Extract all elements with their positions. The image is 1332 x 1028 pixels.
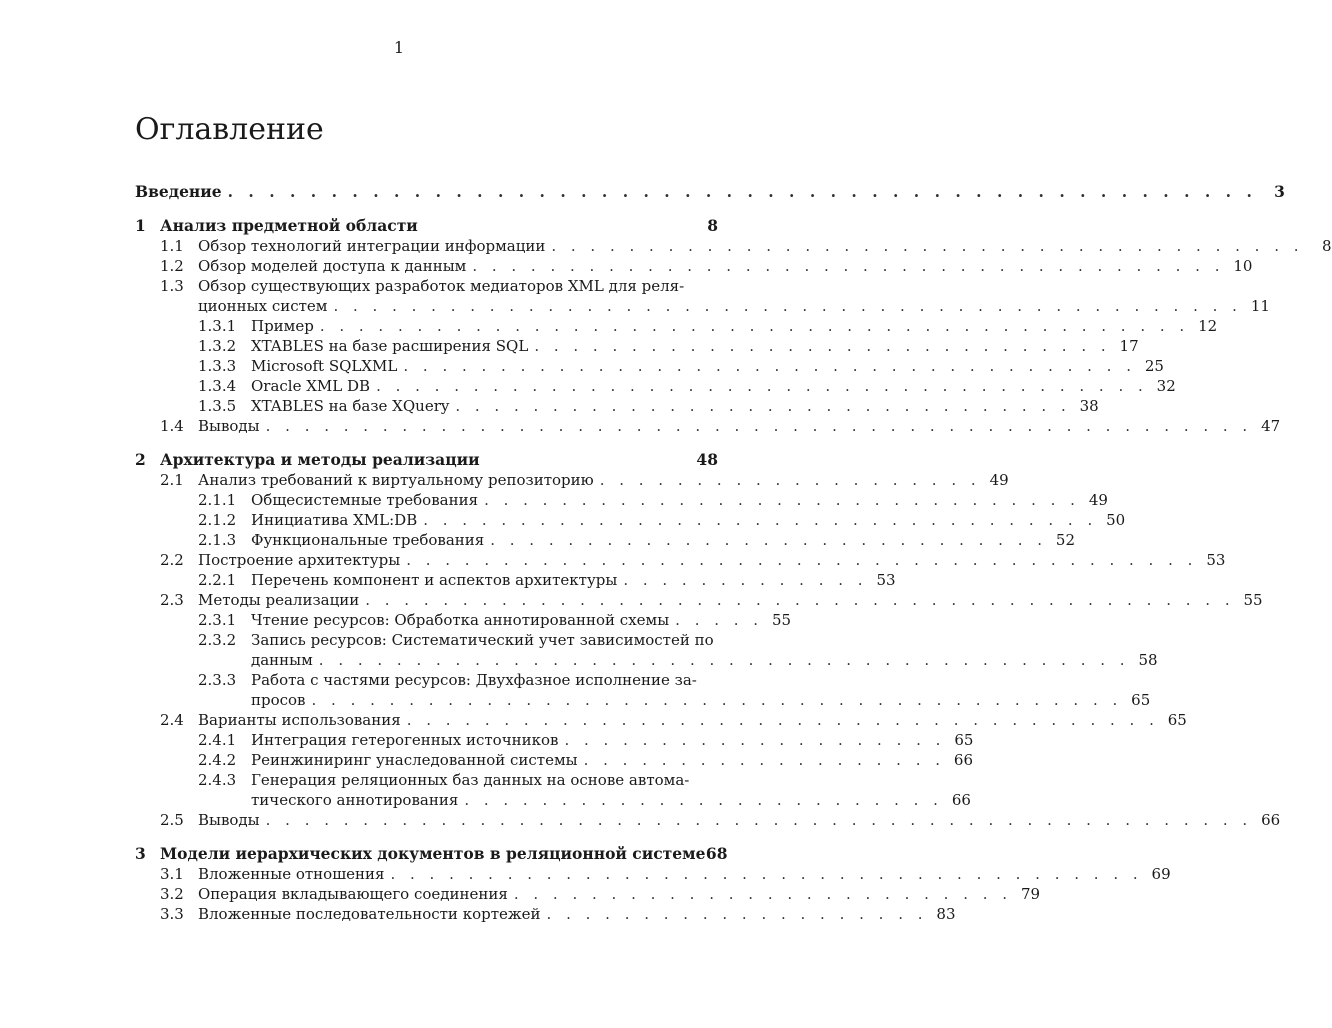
entry-title: Анализ предметной области — [160, 216, 418, 235]
toc-entry-1-4[interactable] — [135, 416, 1281, 436]
entry-title: Чтение ресурсов: Обработка аннотированной схемы — [251, 611, 670, 629]
entry-page: 65 — [954, 731, 974, 749]
entry-page: 55 — [1243, 591, 1263, 609]
toc-entry-chapter-3[interactable] — [135, 844, 728, 864]
toc-heading: Оглавление — [135, 112, 324, 147]
entry-title: Общесистемные требования — [251, 491, 479, 509]
entry-title: Операция вкладывающего соединения — [198, 885, 508, 903]
entry-title: Работа с частями ресурсов: Двухфазное исполнение за- — [251, 671, 697, 689]
leader-dots: . . . . . . . . . . . . . . . . . . . . . . . . . . . . . . . . . . . . . . . — [390, 865, 1143, 883]
entry-title: Выводы — [198, 417, 260, 435]
entry-number: 2.3.3 — [198, 671, 237, 689]
entry-number: 2.3.2 — [198, 631, 237, 649]
toc-entry-2-4-2[interactable] — [135, 750, 974, 770]
entry-title: Oracle XML DB — [251, 377, 371, 395]
entry-number: 2.2.1 — [198, 571, 237, 589]
toc-entry-2-4-1[interactable] — [135, 730, 974, 750]
entry-number: 2.4.3 — [198, 771, 237, 789]
toc-entry-1-3-1[interactable] — [135, 316, 1218, 336]
entry-number: 1.3.3 — [198, 357, 237, 375]
entry-title: Выводы — [198, 811, 260, 829]
entry-number: 2.1.2 — [198, 511, 237, 529]
toc-entry-2-1-3[interactable] — [135, 530, 1076, 550]
entry-title: Запись ресурсов: Систематический учет зависимостей по — [251, 631, 714, 649]
entry-page: 83 — [936, 905, 956, 923]
entry-number: 2.1.3 — [198, 531, 237, 549]
leader-dots: . . . . . . . . . . . . . . . . . . . . . . . . . . . . . . . . . . . . . . . — [551, 237, 1304, 255]
entry-title: Пример — [251, 317, 314, 335]
entry-page: 65 — [1167, 711, 1187, 729]
toc-entry-2-1[interactable] — [135, 470, 1009, 490]
toc-entry-chapter-2[interactable] — [135, 450, 718, 470]
toc-entry-2-5[interactable] — [135, 810, 1281, 830]
entry-page: 11 — [1250, 297, 1270, 315]
entry-page: 25 — [1144, 357, 1164, 375]
toc-entry-2-4-3[interactable] — [135, 770, 718, 790]
entry-title: Генерация реляционных баз данных на основе автома- — [251, 771, 690, 789]
leader-dots: . . . . . . . . . . . . . . . . . . . . . . . . . . . . . — [490, 531, 1048, 549]
leader-dots: . . . . . . . . . . . . . . . . . . . . — [546, 905, 928, 923]
entry-page: 52 — [1055, 531, 1076, 549]
entry-page: 8 — [707, 216, 718, 235]
entry-number: 2.4 — [160, 711, 184, 729]
toc-entry-chapter-1[interactable] — [135, 216, 718, 236]
entry-number: 2.2 — [160, 551, 184, 569]
entry-title: Microsoft SQLXML — [251, 357, 398, 375]
entry-page: 66 — [951, 791, 971, 809]
leader-dots: . . . . . . . . . . . . . . . . . . . . . . . . . . . . . . . . . . . . . . . . — [376, 377, 1148, 395]
entry-number: 1.3.1 — [198, 317, 237, 335]
entry-title: Варианты использования — [198, 711, 401, 729]
toc-entry-2-4[interactable] — [135, 710, 1187, 730]
leader-dots: . . . . . . . . . . . . . . . . . . . . . . . . . . . . . . . . — [455, 397, 1071, 415]
entry-page: 8 — [1321, 237, 1332, 255]
entry-number: 2.4.1 — [198, 731, 237, 749]
entry-number: 1.1 — [160, 237, 184, 255]
entry-title: Обзор моделей доступа к данным — [198, 257, 467, 275]
toc-entry-2-4-3-continued[interactable] — [135, 790, 971, 810]
entry-number: 3 — [135, 844, 146, 863]
entry-page: 17 — [1119, 337, 1139, 355]
entry-page: 79 — [1020, 885, 1041, 903]
entry-page: 49 — [989, 471, 1009, 489]
leader-dots: . . . . . . . . . . . . . . . . . . . . . . . . . . . . . . . . . . . . . . . — [472, 257, 1225, 275]
entry-page: 53 — [876, 571, 896, 589]
entry-page: 68 — [705, 844, 728, 863]
leader-dots: . . . . . . . . . . . . . . . . . . . . . . . . . . — [513, 885, 1013, 903]
entry-title: Вложенные отношения — [198, 865, 385, 883]
entry-number: 2.1 — [160, 471, 184, 489]
entry-page: 12 — [1198, 317, 1218, 335]
toc-entry-3-1[interactable] — [135, 864, 1171, 884]
entry-title: XTABLES на базе XQuery — [251, 397, 450, 415]
toc-entry-1-3-continued[interactable] — [135, 296, 1270, 316]
leader-dots: . . . . . . . . . . . . . . . . . . . . . . . . . . . . . . . . . . . . . . . . . . — [318, 651, 1130, 669]
entry-title: Функциональные требования — [251, 531, 485, 549]
entry-title: Вложенные последовательности кортежей — [198, 905, 541, 923]
leader-dots: . . . . . . . . . . . . . . . . . . . . . . . . . . . . . . . — [484, 491, 1080, 509]
entry-number: 3.3 — [160, 905, 184, 923]
entry-number: 1 — [135, 216, 146, 235]
entry-page: 10 — [1233, 257, 1253, 275]
entry-number: 2.3 — [160, 591, 184, 609]
toc-entry-intro[interactable] — [135, 182, 1285, 202]
toc-entry-1-3-4[interactable] — [135, 376, 1176, 396]
entry-number: 2.3.1 — [198, 611, 237, 629]
entry-page: 69 — [1151, 865, 1171, 883]
leader-dots: . . . . . . . . . . . . . . . . . . . . . . . . . . . . . . . . . . . . . . . — [406, 711, 1159, 729]
toc-entry-2-3-2-continued[interactable] — [135, 650, 1158, 670]
toc-entry-3-2[interactable] — [135, 884, 1041, 904]
entry-page: 66 — [953, 751, 974, 769]
entry-number: 1.3.2 — [198, 337, 237, 355]
leader-dots: . . . . . . . . . . . . . . . . . . . . . . . . . . . . . . — [534, 337, 1111, 355]
entry-title: Построение архитектуры — [198, 551, 401, 569]
entry-title: Анализ требований к виртуальному репозиторию — [198, 471, 594, 489]
entry-page: 66 — [1261, 811, 1281, 829]
entry-page: 49 — [1088, 491, 1108, 509]
toc-entry-2-2[interactable] — [135, 550, 1226, 570]
entry-page: 58 — [1138, 651, 1158, 669]
toc-entry-1-1[interactable] — [135, 236, 1332, 256]
leader-dots: . . . . . . . . . . . . . . . . . . . . — [599, 471, 981, 489]
entry-title: XTABLES на базе расширения SQL — [251, 337, 529, 355]
toc-entry-2-1-1[interactable] — [135, 490, 1108, 510]
leader-dots: . . . . . . . . . . . . . . . . . . . . . . . . . . . . . . . . . . . . . . . . . . . . . — [319, 317, 1190, 335]
toc-entry-1-3[interactable] — [135, 276, 718, 296]
toc-entry-2-3-2[interactable] — [135, 630, 718, 650]
toc-entry-1-3-2[interactable] — [135, 336, 1139, 356]
leader-dots: . . . . . . . . . . . . . . . . . . . . . . . . . . . . . . . . . . . . . . — [403, 357, 1136, 375]
entry-title-continued: данным — [251, 651, 313, 669]
leader-dots: . . . . . . . . . . . . . . . . . . . — [583, 751, 946, 769]
entry-title: Обзор существующих разработок медиаторов XML для реля- — [198, 277, 685, 295]
leader-dots: . . . . . . . . . . . . . . . . . . . . . . . . . . . . . . . . . . . . . . . . . . . . . — [365, 591, 1235, 609]
entry-title: Введение — [135, 182, 222, 201]
entry-title: Инициатива XML:DB — [251, 511, 418, 529]
entry-title: Методы реализации — [198, 591, 360, 609]
entry-title-continued: просов — [251, 691, 306, 709]
leader-dots: . . . . . . . . . . . . . . . . . . . . . . . . . . . . . . . . . . . . . . . . . . — [311, 691, 1123, 709]
entry-page: 50 — [1106, 511, 1126, 529]
entry-page: 48 — [696, 450, 718, 469]
entry-page: 47 — [1261, 417, 1281, 435]
leader-dots: . . . . . . . . . . . . . . . . . . . . . . . . . . . . . . . . . . . . . . . . . . . . . . . . . . . — [265, 811, 1253, 829]
leader-dots: . . . . . . . . . . . . . . . . . . . . . . . . . . . . . . . . . . . . . . . . . . . . . . . . . . . — [265, 417, 1253, 435]
entry-number: 1.3.5 — [198, 397, 237, 415]
entry-title-continued: тического аннотирования — [251, 791, 459, 809]
leader-dots: . . . . . . . . . . . . . . . . . . . . . . . . . — [464, 791, 943, 809]
entry-title: Архитектура и методы реализации — [160, 450, 480, 469]
leader-dots: . . . . . . . . . . . . . . . . . . . . . . . . . . . . . . . . . . . . . . . . . — [406, 551, 1198, 569]
page-number: 1 — [393, 38, 405, 57]
toc-entry-2-3-3-continued[interactable] — [135, 690, 1151, 710]
toc-entry-2-3[interactable] — [135, 590, 1263, 610]
entry-number: 3.1 — [160, 865, 184, 883]
entry-number: 2 — [135, 450, 146, 469]
toc-entry-2-2-1[interactable] — [135, 570, 896, 590]
entry-page: 32 — [1156, 377, 1176, 395]
entry-page: 53 — [1206, 551, 1226, 569]
entry-page: 55 — [771, 611, 792, 629]
entry-number: 3.2 — [160, 885, 184, 903]
leader-dots: . . . . . . . . . . . . . . . . . . . . . . . . . . . . . . . . . . . . . . . . . . . . . . . . . . — [227, 182, 1257, 201]
entry-number: 2.4.2 — [198, 751, 237, 769]
toc-entry-2-3-3[interactable] — [135, 670, 718, 690]
leader-dots: . . . . . — [675, 611, 764, 629]
leader-dots: . . . . . . . . . . . . . — [623, 571, 868, 589]
entry-title: Обзор технологий интеграции информации — [198, 237, 546, 255]
leader-dots: . . . . . . . . . . . . . . . . . . . . . . . . . . . . . . . . . . . — [423, 511, 1098, 529]
toc-entry-3-3[interactable] — [135, 904, 956, 924]
entry-title: Перечень компонент и аспектов архитектуры — [251, 571, 618, 589]
entry-number: 1.3.4 — [198, 377, 237, 395]
toc-entry-2-1-2[interactable] — [135, 510, 1126, 530]
entry-title: Реинжиниринг унаследованной системы — [251, 751, 578, 769]
entry-number: 2.1.1 — [198, 491, 237, 509]
toc-entry-1-3-3[interactable] — [135, 356, 1164, 376]
entry-number: 1.4 — [160, 417, 184, 435]
entry-number: 1.2 — [160, 257, 184, 275]
entry-title: Интеграция гетерогенных источников — [251, 731, 559, 749]
entry-title: Модели иерархических документов в реляционной системе — [160, 844, 706, 863]
entry-page: 38 — [1079, 397, 1099, 415]
entry-number: 2.5 — [160, 811, 184, 829]
entry-title-continued: ционных систем — [198, 297, 328, 315]
toc-entry-2-3-1[interactable] — [135, 610, 792, 630]
entry-page: 65 — [1131, 691, 1151, 709]
toc-entry-1-2[interactable] — [135, 256, 1253, 276]
table-of-contents — [135, 182, 1332, 924]
leader-dots: . . . . . . . . . . . . . . . . . . . . — [564, 731, 946, 749]
leader-dots: . . . . . . . . . . . . . . . . . . . . . . . . . . . . . . . . . . . . . . . . . . . . . . . — [333, 297, 1242, 315]
entry-number: 1.3 — [160, 277, 184, 295]
toc-entry-1-3-5[interactable] — [135, 396, 1099, 416]
entry-page: 3 — [1274, 182, 1285, 201]
